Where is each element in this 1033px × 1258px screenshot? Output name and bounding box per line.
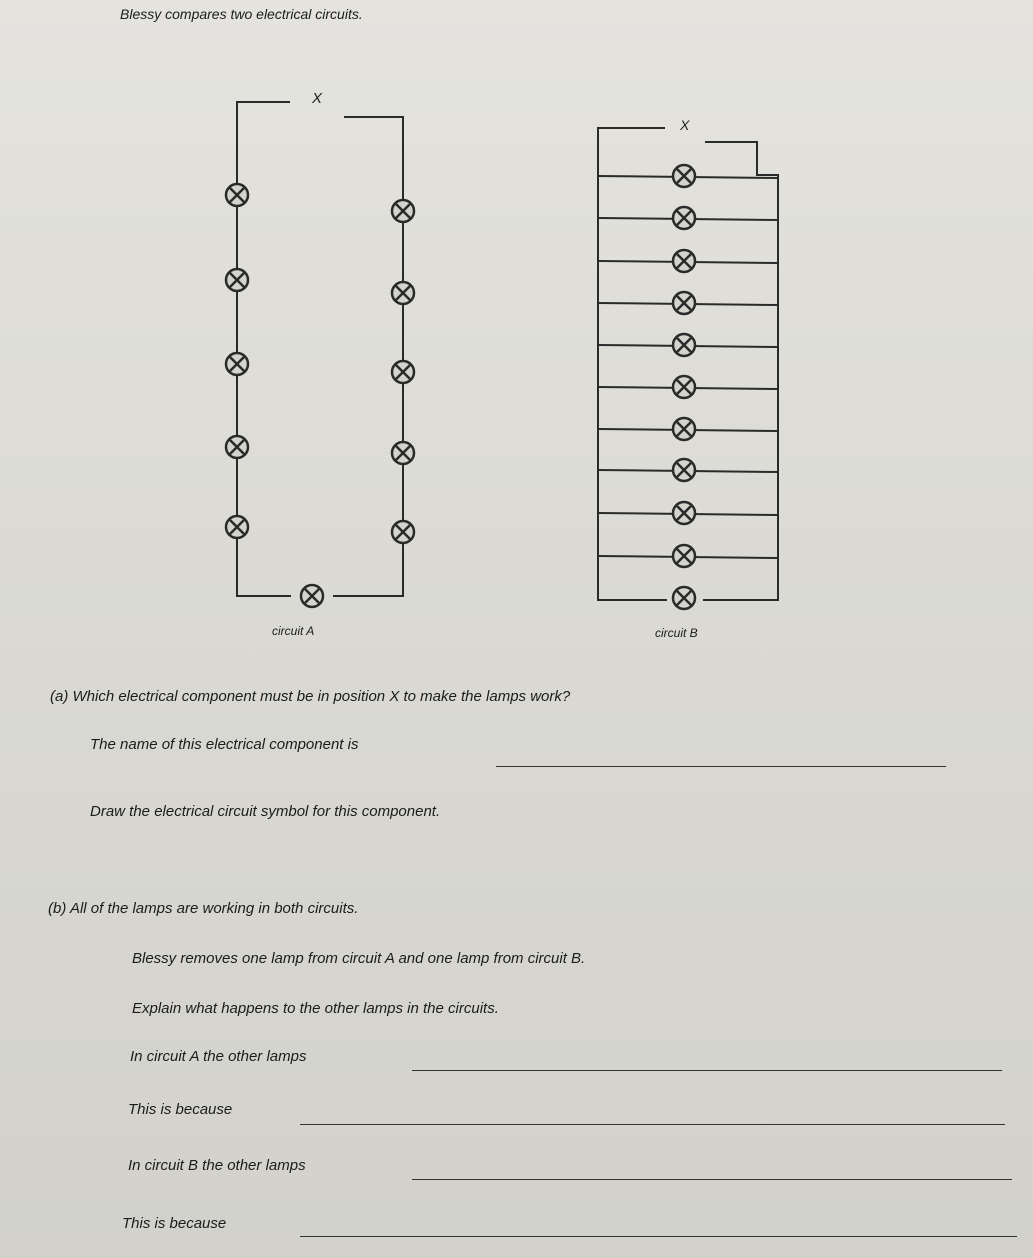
question-b-removes: Blessy removes one lamp from circuit A and one lamp from circuit B. (132, 950, 586, 967)
circuit-b-label: circuit B (655, 626, 698, 640)
circuit-a-label: circuit A (272, 624, 315, 638)
page-title: Blessy compares two electrical circuits. (120, 6, 363, 22)
circuit-b-lamp-4 (673, 292, 695, 314)
circuit-a-lamp-right-4 (392, 442, 414, 464)
circuit-a-lamp-right-1 (392, 200, 414, 222)
circuit-a-lamp-right-2 (392, 282, 414, 304)
circuit-b-lamp-7 (673, 418, 695, 440)
circuit-a-lamp-left-2 (226, 269, 248, 291)
circuit-b-left-wire (598, 128, 667, 600)
circuit-b-answer-line[interactable] (412, 1179, 1012, 1180)
circuit-a-lamp-right-3 (392, 361, 414, 383)
circuit-b-lamp-2 (673, 207, 695, 229)
component-name-label: The name of this electrical component is (90, 736, 359, 753)
circuit-b-lamp-8 (673, 459, 695, 481)
circuit-b-lamp-11 (673, 587, 695, 609)
because-2-label: This is because (122, 1215, 227, 1232)
question-a-prompt: (a) Which electrical component must be in position X to make the lamps work? (50, 688, 571, 705)
circuit-b-right-wire (703, 142, 778, 600)
because-2-answer-line[interactable] (300, 1236, 1017, 1237)
circuit-a-gap-label: X (312, 90, 323, 107)
circuit-a-diagram (237, 102, 403, 596)
circuit-a-answer-line[interactable] (412, 1070, 1002, 1071)
circuit-a-lamp-left-1 (226, 184, 248, 206)
circuit-b-lamp-5 (673, 334, 695, 356)
question-b-explain: Explain what happens to the other lamps in the circuits. (132, 1000, 499, 1017)
circuit-a-lamp-left-3 (226, 353, 248, 375)
circuit-b-lamp-3 (673, 250, 695, 272)
circuit-b-diagram (598, 128, 778, 600)
circuit-a-right-wire (333, 117, 403, 596)
because-1-label: This is because (128, 1101, 233, 1118)
circuit-a-answer-label: In circuit A the other lamps (130, 1048, 307, 1065)
circuit-a-lamp-bottom (301, 585, 323, 607)
circuit-b-lamp-9 (673, 502, 695, 524)
draw-symbol-instruction: Draw the electrical circuit symbol for this component. (90, 803, 441, 820)
component-name-answer-line[interactable] (496, 766, 946, 767)
because-1-answer-line[interactable] (300, 1124, 1005, 1125)
question-b-prompt: (b) All of the lamps are working in both circuits. (48, 900, 359, 917)
circuit-b-lamp-10 (673, 545, 695, 567)
circuit-b-lamp-1 (673, 165, 695, 187)
circuit-b-gap-label: X (680, 117, 690, 133)
circuit-a-lamp-right-5 (392, 521, 414, 543)
circuit-a-lamp-left-4 (226, 436, 248, 458)
circuit-b-answer-label: In circuit B the other lamps (128, 1157, 306, 1174)
circuit-a-lamp-left-5 (226, 516, 248, 538)
circuit-b-lamp-6 (673, 376, 695, 398)
